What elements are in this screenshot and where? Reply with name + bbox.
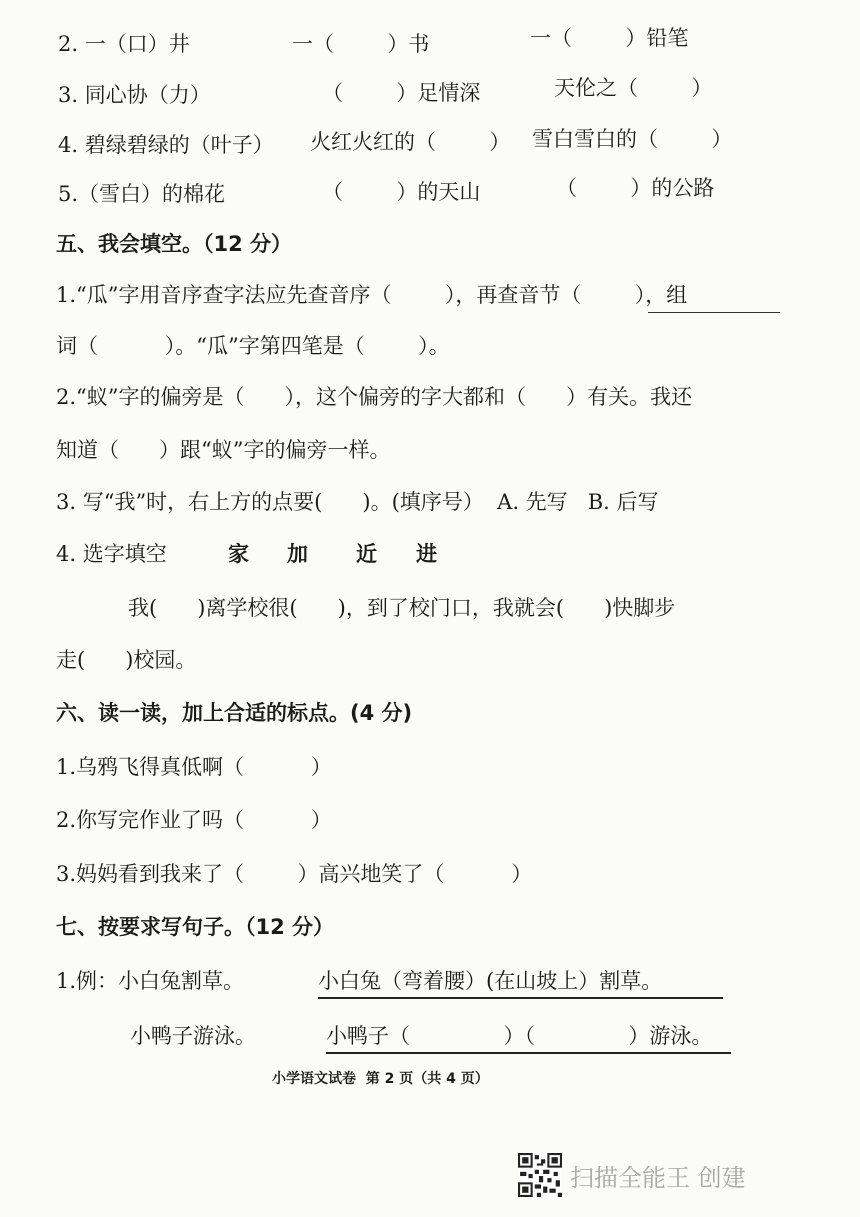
choice-3: 近 — [356, 542, 377, 566]
qr-code-icon — [518, 1153, 562, 1197]
row2-col2: 一（ ）书 — [292, 32, 430, 56]
section7-heading: 七、按要求写句子。（12 分） — [56, 915, 335, 939]
section5-q2-line1: 2.“蚁”字的偏旁是（ ），这个偏旁的字大都和（ ）有关。我还 — [56, 385, 693, 409]
row5-col2: （ ）的天山 — [322, 180, 481, 204]
section7-task-answer: 小鸭子（ ）（ ）游泳。 — [326, 1022, 731, 1054]
choice-1: 家 — [228, 542, 249, 566]
section5-q4-label: 4. 选字填空 — [56, 542, 167, 566]
section6-heading: 六、读一读，加上合适的标点。(4 分) — [56, 701, 413, 725]
row3-col2: （ ）足情深 — [322, 81, 481, 105]
scan-mark — [648, 312, 780, 313]
section5-q1-line1: 1.“瓜”字用音序查字法应先查音序（ ），再查音节（ ），组 — [56, 283, 688, 307]
section6-q1: 1.乌鸦飞得真低啊（ ） — [56, 755, 332, 779]
row3-col1: 3. 同心协（力） — [58, 83, 211, 107]
scanner-watermark — [518, 1153, 746, 1197]
section6-q2: 2.你写完作业了吗（ ） — [56, 808, 332, 832]
choice-2: 加 — [287, 542, 308, 566]
row3-col3: 天伦之（ ） — [554, 76, 713, 100]
section5-q1-line2: 词（ ）。“瓜”字第四笔是（ ）。 — [56, 334, 450, 358]
row4-col2: 火红火红的（ ） — [310, 130, 511, 154]
section5-q3: 3. 写“我”时，右上方的点要( )。(填序号） A. 先写 B. 后写 — [56, 490, 659, 514]
section5-q4-line1: 我( )离学校很( )，到了校门口，我就会( )快脚步 — [128, 596, 676, 620]
section5-q2-line2: 知道（ ）跟“蚁”字的偏旁一样。 — [56, 438, 391, 462]
watermark-text: 扫描全能王 创建 — [570, 1163, 746, 1192]
row2-col3: 一（ ）铅笔 — [530, 26, 689, 50]
section7-example-answer: 小白兔（弯着腰）(在山坡上）割草。 — [318, 967, 723, 999]
section7-task-label: 小鸭子游泳。 — [130, 1024, 256, 1048]
section5-q4-line2: 走( )校园。 — [56, 648, 197, 672]
section7-example-label: 1.例：小白兔割草。 — [56, 969, 245, 993]
section6-q3: 3.妈妈看到我来了（ ）高兴地笑了（ ） — [56, 862, 533, 886]
section5-heading: 五、我会填空。（12 分） — [56, 232, 293, 256]
row4-col1: 4. 碧绿碧绿的（叶子） — [58, 133, 274, 157]
row2-col1: 2. 一（口）井 — [58, 32, 190, 56]
choice-4: 进 — [416, 542, 437, 566]
row5-col1: 5.（雪白）的棉花 — [58, 182, 226, 206]
page-footer: 小学语文试卷 第 2 页（共 4 页） — [272, 1071, 489, 1087]
row5-col3: （ ）的公路 — [556, 176, 715, 200]
row4-col3: 雪白雪白的（ ） — [532, 127, 733, 151]
